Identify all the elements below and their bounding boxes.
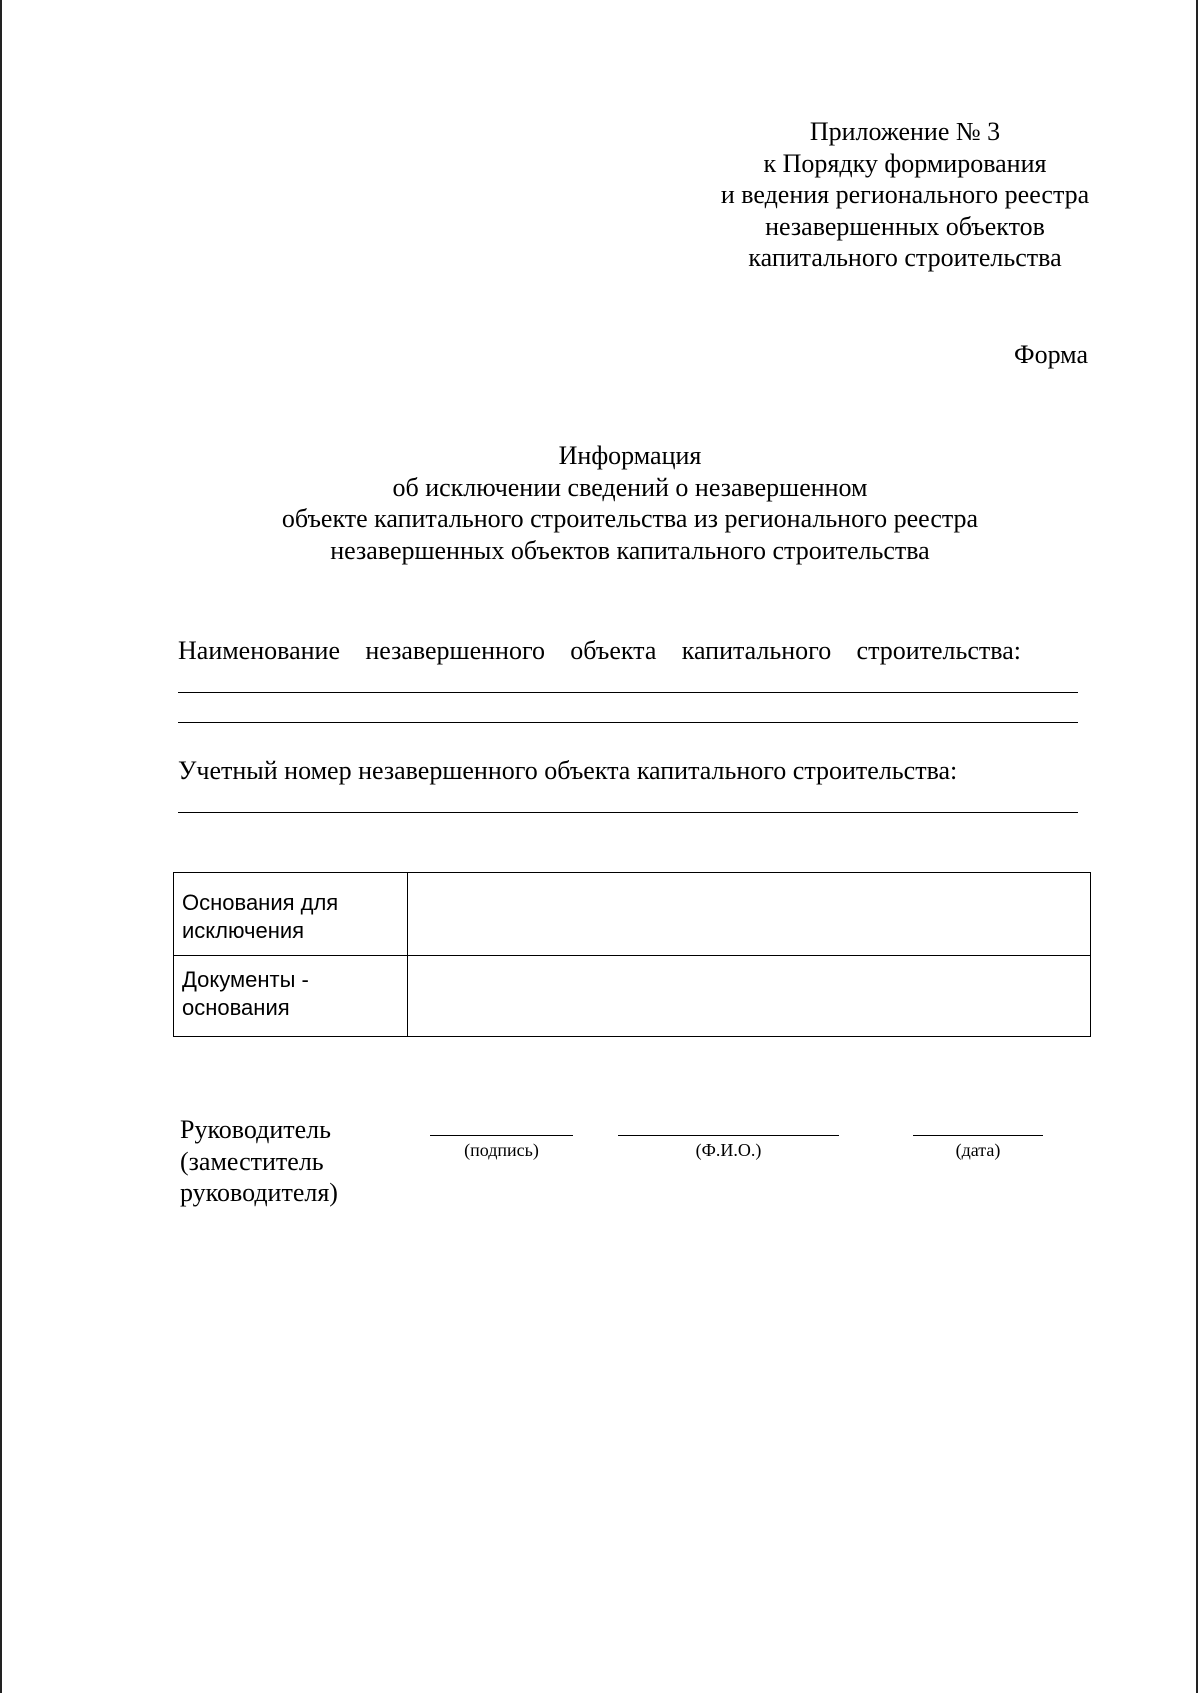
registration-number-label: Учетный номер незавершенного объекта капитального строительства: (178, 756, 958, 785)
exclusion-table (173, 872, 1091, 1037)
appendix-line: незавершенных объектов (765, 211, 1045, 241)
table-row (174, 956, 1091, 1037)
signature-line[interactable] (430, 1135, 573, 1136)
full-name-caption: (Ф.И.О.) (695, 1140, 762, 1160)
signer-line: (заместитель (180, 1146, 324, 1176)
registration-number-line[interactable] (178, 812, 1078, 813)
documents-label-cell: Документы - основания (174, 956, 408, 1037)
appendix-line: Приложение № 3 (809, 117, 1001, 146)
signer-line: Руководитель (180, 1115, 331, 1144)
document-title (200, 440, 1060, 566)
title-line: Информация (558, 441, 702, 470)
appendix-line: капитального строительства (748, 243, 1062, 272)
date-caption: (дата) (955, 1140, 1001, 1160)
appendix-header (680, 116, 1130, 274)
full-name-field[interactable] (618, 1135, 839, 1161)
full-name-line[interactable] (618, 1135, 839, 1136)
appendix-line: к Порядку формирования (763, 148, 1047, 178)
signature-field[interactable] (430, 1135, 573, 1161)
date-line[interactable] (913, 1135, 1043, 1136)
scan-edge-right (1196, 0, 1198, 1693)
title-line: незавершенных объектов капитального строительства (330, 535, 930, 565)
grounds-label-cell: Основания для исключения (174, 873, 408, 956)
object-name-label: Наименование незавершенного объекта капитального строительства: (178, 636, 1021, 665)
form-label: Форма (1014, 340, 1088, 369)
object-name-line-2[interactable] (178, 722, 1078, 723)
title-line: объекте капитального строительства из регионального реестра (281, 504, 979, 533)
date-field[interactable] (913, 1135, 1043, 1161)
signer-line: руководителя) (180, 1178, 338, 1207)
table-row (174, 873, 1091, 956)
title-line: об исключении сведений о незавершенном (392, 472, 868, 502)
object-name-line-1[interactable] (178, 692, 1078, 693)
documents-value-cell[interactable] (408, 956, 1091, 1037)
scan-edge-left (0, 0, 2, 1693)
signer-title (180, 1114, 338, 1209)
grounds-value-cell[interactable] (408, 873, 1091, 956)
appendix-line: и ведения регионального реестра (720, 180, 1090, 209)
signature-caption: (подпись) (464, 1140, 539, 1160)
